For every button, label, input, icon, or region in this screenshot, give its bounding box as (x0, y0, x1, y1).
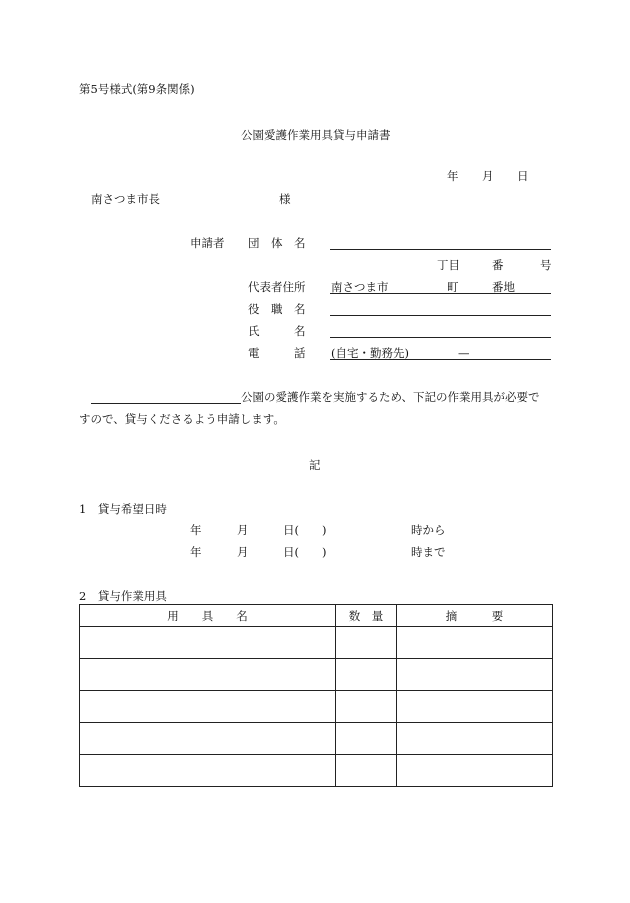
table-row (80, 659, 553, 691)
section-1-heading: 1 貸与希望日時 (79, 502, 167, 516)
column-header-remarks: 摘 要 (397, 605, 553, 627)
group-name-field[interactable] (330, 249, 551, 250)
table-row (80, 691, 553, 723)
remarks-cell[interactable] (397, 659, 553, 691)
representative-name-label: 氏 名 (248, 324, 306, 338)
equipment-table-header (80, 605, 553, 627)
address-ban-label: 番 (492, 258, 504, 272)
table-row (80, 755, 553, 787)
from-year-label: 年 (190, 523, 202, 537)
column-header-equipment-name: 用 具 名 (80, 605, 336, 627)
quantity-cell[interactable] (336, 755, 397, 787)
equipment-name-cell[interactable] (80, 755, 336, 787)
park-name-field[interactable] (91, 403, 241, 404)
address-city: 南さつま市 (331, 280, 389, 294)
quantity-cell[interactable] (336, 659, 397, 691)
date-day-label: 日 (517, 169, 529, 183)
position-field[interactable] (330, 315, 551, 316)
table-row (80, 627, 553, 659)
quantity-cell[interactable] (336, 627, 397, 659)
address-go-label: 号 (540, 258, 552, 272)
date-month-label: 月 (482, 169, 494, 183)
equipment-name-cell[interactable] (80, 627, 336, 659)
to-year-label: 年 (190, 545, 202, 559)
to-day-label: 日( ) (283, 545, 327, 559)
remarks-cell[interactable] (397, 627, 553, 659)
quantity-cell[interactable] (336, 691, 397, 723)
remarks-cell[interactable] (397, 755, 553, 787)
column-header-quantity: 数 量 (336, 605, 397, 627)
quantity-cell[interactable] (336, 723, 397, 755)
equipment-name-cell[interactable] (80, 659, 336, 691)
address-field[interactable] (330, 293, 551, 294)
body-text-line-1: 公園の愛護作業を実施するため、下記の作業用具が必要で (241, 390, 540, 404)
from-time-label: 時から (411, 523, 446, 537)
section-2-heading: 2 貸与作業用具 (79, 589, 167, 603)
date-year-label: 年 (447, 169, 459, 183)
to-time-label: 時まで (411, 545, 446, 559)
equipment-name-cell[interactable] (80, 723, 336, 755)
body-text-line-2: すので、貸与くださるよう申請します。 (79, 412, 285, 426)
equipment-table (79, 604, 553, 787)
remarks-cell[interactable] (397, 723, 553, 755)
representative-name-field[interactable] (330, 337, 551, 338)
phone-prefix: (自宅・勤務先) (331, 346, 409, 360)
phone-dash: — (458, 346, 470, 360)
from-month-label: 月 (237, 523, 249, 537)
table-row (80, 723, 553, 755)
address-town-label: 町 (447, 280, 459, 294)
equipment-name-cell[interactable] (80, 691, 336, 723)
position-label: 役 職 名 (248, 302, 306, 316)
from-day-label: 日( ) (283, 523, 327, 537)
phone-field[interactable] (330, 359, 551, 360)
ki-heading: 記 (309, 458, 321, 472)
addressee-honorific: 様 (279, 192, 291, 206)
remarks-cell[interactable] (397, 691, 553, 723)
document-title: 公園愛護作業用具貸与申請書 (241, 128, 391, 142)
address-chome-label: 丁目 (437, 258, 460, 272)
address-label: 代表者住所 (248, 280, 306, 294)
group-name-label: 団 体 名 (248, 236, 306, 250)
to-month-label: 月 (237, 545, 249, 559)
address-banchi-label: 番地 (492, 280, 515, 294)
form-number-label: 第5号様式(第9条関係) (79, 82, 195, 96)
addressee-name: 南さつま市長 (91, 192, 160, 206)
applicant-heading: 申請者 (190, 236, 225, 250)
phone-label: 電 話 (248, 346, 306, 360)
